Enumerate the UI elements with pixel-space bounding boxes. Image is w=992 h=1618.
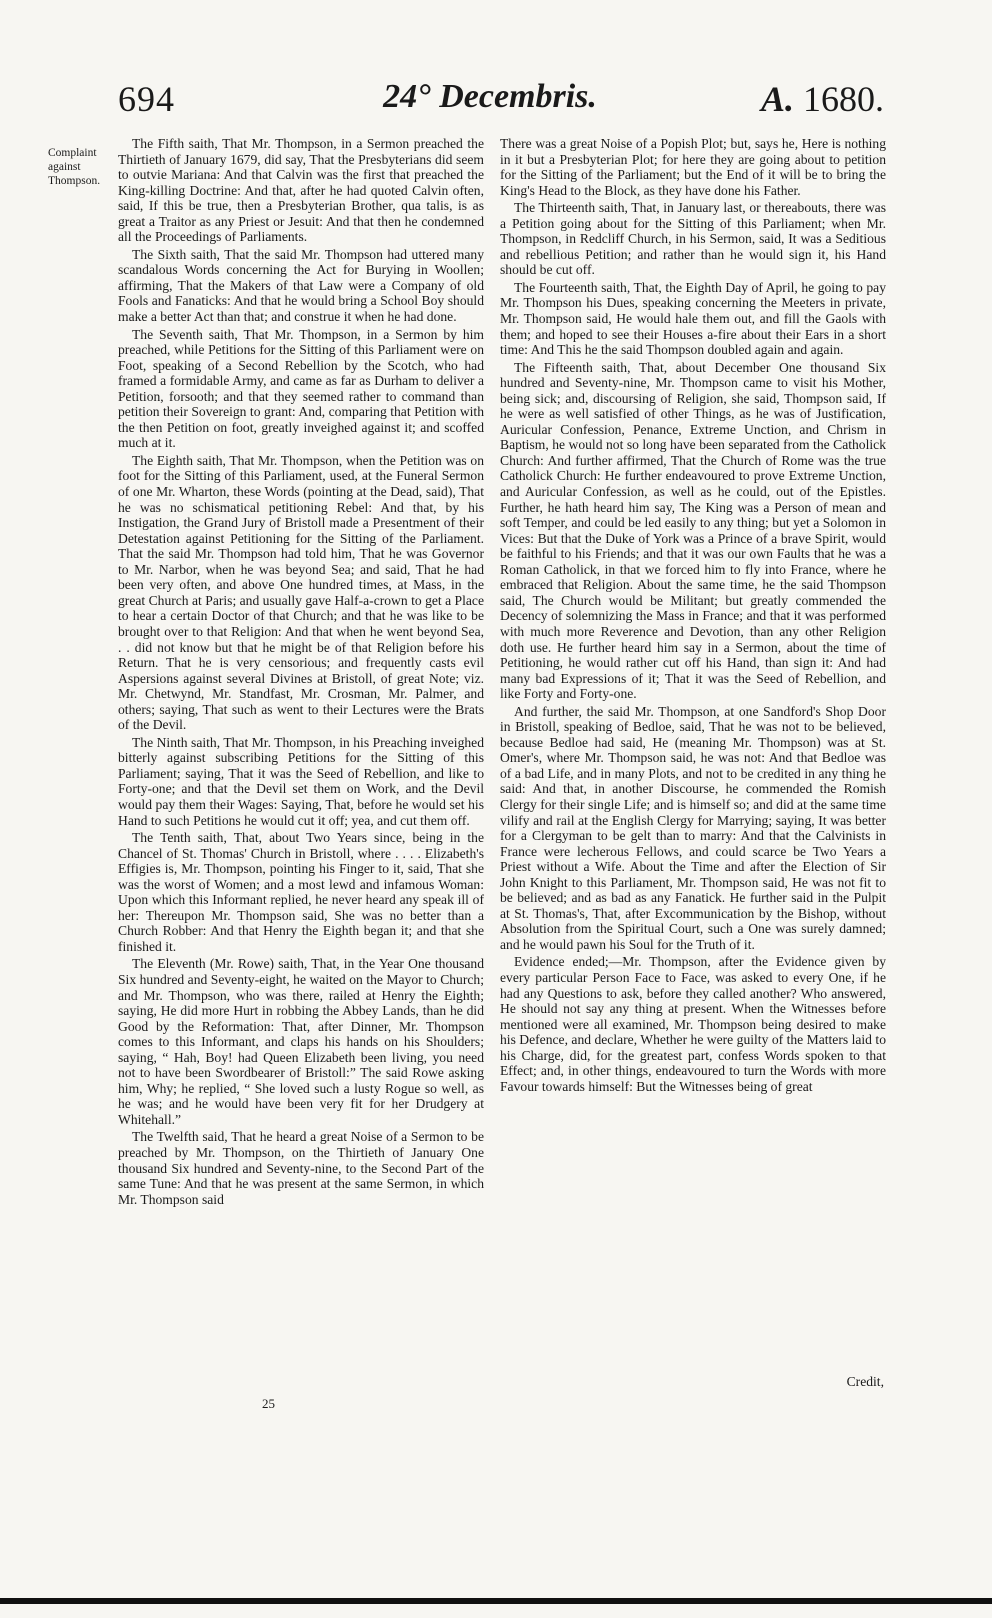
paragraph: The Fourteenth saith, That, the Eighth Day of April, he going to pay Mr. Thompson his Dues, speaking concerning the Meeters in private, Mr. Thompson said, He would hale them out, and fill the Gaols with them; and hoped to see their Houses a-fire about their Ears in a short time: And This he the said Thompson doubled again and again. [500,279,886,358]
paragraph: The Fifteenth saith, That, about December One thousand Six hundred and Seventy-nine, Mr. Thompson came to visit his Mother, being sick; and, discoursing of Religion, she said, Thompson said, If he were as well satisfied of other Things, as he was of Justification, Auricular Confession, Penance, Extreme Unction, and Chrism in Baptism, he would not so long have been separated from the Catholick Church: And further affirmed, That the Church of Rome was the true Catholick Church: He further endeavoured to prove Extreme Unction, and Auricular Confession, as well as he could, out of the Epistles. Further, he hath heard him say, The King was a Person of mean and soft Temper, and could be led easily to any thing; but yet a Solomon in Vices: But that the Duke of York was a Prince of a brave Spirit, would be faithful to his Friends; and that it was our own Faults that he was a Roman Catholick, in that we forced him to fly into France, where he embraced that Religion. About the same time, he the said Thompson said, The Church would be Militant; but greatly commended the Decency of solemnizing the Mass in France; and that it was performed with much more Reverence and Devotion, than any other Religion doth use. He further heard him say in a Sermon, about the time of Petitioning, he would rather cut off his Hand, than sign it: And had many bad Expressions of it; That it was the Seed of Rebellion, and like Forty and Forty-one. [500,359,886,702]
paragraph: There was a great Noise of a Popish Plot; but, says he, Here is nothing in it but a Presbyterian Plot; for here they are going about to petition for the Sitting of the Parliament; but the End of it will be to bring the King's Head to the Block, as they have done his Father. [500,136,886,198]
paragraph: The Ninth saith, That Mr. Thompson, in his Preaching inveighed bitterly against subscribing Petitions for the Sitting of this Parliament; saying, That it was the Seed of Rebellion, and like to Forty-one; and that the Devil set them on Work, and the Devil would pay them their Wages: Saying, That, before he would set his Hand to such Petitions he would cut it off; yea, and cut them off. [118,734,484,828]
right-column [500,136,886,1096]
running-title: 24° Decembris. [383,78,597,115]
page-number: 694 [118,79,175,119]
year-prefix: A. [760,79,794,119]
paragraph: The Tenth saith, That, about Two Years since, being in the Chancel of St. Thomas' Church in Bristoll, where . . . . Elizabeth's Effigies is, Mr. Thompson, pointing his Finger to it, said, That she was the worst of Women; and a most lewd and infamous Woman: Upon which this Informant replied, he never heard any speak ill of her: Thereupon Mr. Thompson said, She was no better than a Church Robber: And that Henry the Eighth began it; and that she finished it. [118,830,484,954]
left-column [118,136,484,1209]
paragraph: The Sixth saith, That the said Mr. Thompson had uttered many scandalous Words concerning the Act for Burying in Woollen; affirming, That the Makers of that Law were a Company of old Fools and Fanaticks: And that he would bring a School Boy should make a better Act than that; and construe it when he had done. [118,246,484,325]
margin-note: Complaint against Thompson. [48,147,101,187]
page-header [118,78,884,128]
paragraph: The Fifth saith, That Mr. Thompson, in a Sermon preached the Thirtieth of January 1679, did say, That the Presbyterians did seem to outvie Mariana: And that Calvin was the first that preached the King-killing Doctrine: And that, after he had quoted Calvin often, said, If this be true, then a Presbyterian Brother, qua talis, is as great a Traitor as any Priest or Jesuit: And that then he condemned all the Proceedings of Parliaments. [118,136,484,245]
year-value: 1680. [803,79,884,119]
paragraph: The Seventh saith, That Mr. Thompson, in a Sermon by him preached, while Petitions for the Sitting of this Parliament were on Foot, speaking of a Second Rebellion by the Scotch, who had framed a formidable Army, and came as far as Durham to deliver a Petition, forsooth; and that they seemed rather to command than petition their Sovereign to grant: And, comparing that Petition with the then Petition on foot, greatly inveighed against it; and scoffed much at it. [118,326,484,451]
paragraph: Evidence ended;—Mr. Thompson, after the Evidence given by every particular Person Face to Face, was asked to every One, if he had any Questions to ask, before they called another? Who answered, He should not say any thing at present. When the Witnesses before mentioned were all examined, Mr. Thompson being desired to make his Defence, and declare, Whether he were guilty of the Matters laid to his Charge, did, for the greatest part, confess Words spoken to that Effect; and, in other things, endeavoured to turn the Words with more Favour towards himself: But the Witnesses being of great [500,954,886,1094]
signature-mark: 25 [262,1396,275,1411]
paragraph: And further, the said Mr. Thompson, at one Sandford's Shop Door in Bristoll, speaking of Bedloe, said, That he was not to be believed, because Bedloe had said, He (meaning Mr. Thompson) was at St. Omer's, where Mr. Thompson said, he was not: And that Bedloe was of a bad Life, and in many Plots, and not to be credited in any thing he said: And that, in another Discourse, he commended the Romish Clergy for their single Life; and is himself so; and did at the same time vilify and rail at the English Clergy for Marrying; saying, It was better for a Clergyman to be gelt than to marry: And that the Calvinists in France were lecherous Fellows, and could scarce be Two Years a Priest without a Wife. About the Time and after the Election of Sir John Knight to this Parliament, Mr. Thompson said, He was not fit to be believed; and as bad as any Fanatick. He further said in the Pulpit at St. Thomas's, That, after Excommunication by the Bishop, without Absolution from the Spiritual Court, such a One was surely damned; and he would pawn his Soul for the Truth of it. [500,703,886,952]
paragraph: The Twelfth said, That he heard a great Noise of a Sermon to be preached by Mr. Thompson, on the Thirtieth of January One thousand Six hundred and Seventy-nine, to the Second Part of the same Tune: And that he was present at the same Sermon, in which Mr. Thompson said [118,1129,484,1207]
catchword: Credit, [846,1374,884,1389]
bottom-rule [0,1598,992,1604]
paragraph: The Thirteenth saith, That, in January last, or thereabouts, there was a Petition going about for the Sitting of this Parliament; when Mr. Thompson, in Redcliff Church, in his Sermon, said, It was a Seditious and rebellious Petition; and rather than he would sign it, his Hand should be cut off. [500,200,886,278]
year-heading [761,78,884,120]
paragraph: The Eleventh (Mr. Rowe) saith, That, in the Year One thousand Six hundred and Seventy-eight, he waited on the Mayor to Church; and Mr. Thompson, who was there, railed at Henry the Eighth; saying, He did more Hurt in robbing the Abbey Lands, than he did Good by the Reformation: That, after Dinner, Mr. Thompson comes to this Informant, and claps his hands on his Shoulders; saying, “ Hah, Boy! had Queen Elizabeth been living, you need not to have been Swordbearer of Bristoll:” The said Rowe asking him, Why; he replied, “ She loved such a lusty Rogue so well, as he was; and he would have been very fit for her Drudgery at Whitehall.” [118,956,484,1127]
paragraph: The Eighth saith, That Mr. Thompson, when the Petition was on foot for the Sitting of this Parliament, used, at the Funeral Sermon of one Mr. Wharton, these Words (pointing at the Dead, said), That he was no schismatical petitioning Rebel: And that, by his Instigation, the Grand Jury of Bristoll made a Presentment of their Detestation against Petitioning for the Sitting of the Parliament. That the said Mr. Thompson had told him, That he was Governor to Mr. Narbor, when he was beyond Sea; and said, That he had been very often, and above One hundred times, at Mass, in the great Church at Paris; and usually gave Half-a-crown to get a Place to hear a certain Doctor of that Church; and that he was like to be brought over to that Religion: And that when he went beyond Sea, . . did not know but that he might be of that Religion before his Return. That he is very censorious; and frequently casts evil Aspersions against several Divines at Bristoll, of great Note; viz. Mr. Chetwynd, Mr. Standfast, Mr. Crosman, Mr. Palmer, and others; saying, That such as went to their Lectures were the Brats of the Devil. [118,452,484,733]
